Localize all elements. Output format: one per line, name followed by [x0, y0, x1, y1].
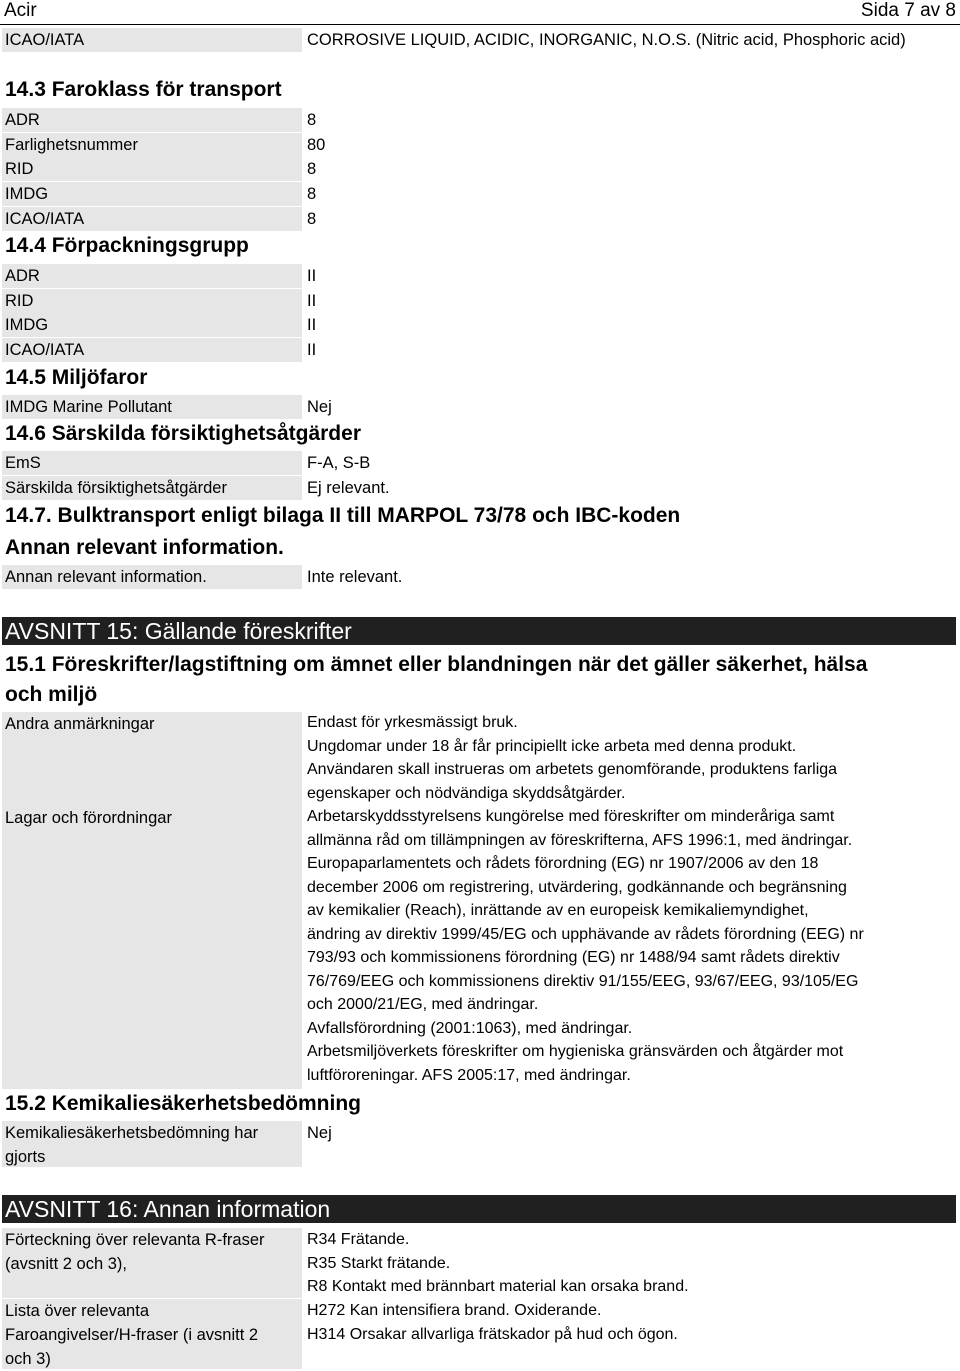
section-14-6-heading: 14.6 Särskilda försiktighetsåtgärder [5, 422, 361, 445]
lagar-text [307, 805, 937, 1087]
text-line: H272 Kan intensifiera brand. Oxiderande. [307, 1302, 602, 1319]
icao-label: ICAO/IATA [2, 28, 302, 52]
text-line: Användaren skall instrueras om arbetets genomförande, produktens farliga [307, 761, 838, 778]
text-line: egenskaper och nödvändiga skyddsåtgärder. [307, 784, 626, 802]
text-line: av kemikalier (Reach), inrättande av en europeisk kemikaliemyndighet, [307, 902, 809, 919]
row-label: RID [2, 157, 302, 181]
section-14-3-heading: 14.3 Faroklass för transport [5, 78, 282, 101]
icao-value: CORROSIVE LIQUID, ACIDIC, INORGANIC, N.O.S. (Nitric acid, Phosphoric acid) [307, 31, 906, 49]
label-line: och 3) [5, 1350, 51, 1368]
section-15-band: AVSNITT 15: Gällande föreskrifter [2, 617, 956, 645]
label-line: (avsnitt 2 och 3), [5, 1255, 127, 1273]
row-label: Annan relevant information. [2, 565, 302, 589]
text-line: H314 Orsakar allvarliga frätskador på hud och ögon. [307, 1325, 678, 1343]
text-line: Arbetsmiljöverkets föreskrifter om hygieniska gränsvärden och åtgärder mot [307, 1043, 844, 1060]
text-line: luftföroreningar. AFS 2005:17, med ändringar. [307, 1066, 631, 1084]
section-16-band: AVSNITT 16: Annan information [2, 1195, 956, 1223]
row-label: RID [2, 289, 302, 313]
lagar-label: Lagar och förordningar [2, 806, 302, 1089]
label-line: Faroangivelser/H-fraser (i avsnitt 2 [5, 1326, 259, 1344]
section-14-7-heading: 14.7. Bulktransport enligt bilaga II till MARPOL 73/78 och IBC-koden [5, 504, 681, 527]
label-line: Lista över relevanta [5, 1302, 149, 1320]
h-phrases-text [307, 1299, 937, 1346]
header-divider [0, 24, 960, 25]
row-value: 80 [307, 136, 326, 154]
section-14-7-subheading: Annan relevant information. [5, 536, 284, 559]
row-value: II [307, 292, 317, 310]
row-value: Nej [307, 398, 332, 416]
row-label: Särskilda försiktighetsåtgärder [2, 476, 302, 500]
section-15-1-heading: 15.1 Föreskrifter/lagstiftning om ämnet eller blandningen när det gäller säkerhet, hälsa och miljö [5, 653, 868, 706]
andra-label: Andra anmärkningar [2, 712, 302, 806]
section-15-2-heading: 15.2 Kemikaliesäkerhetsbedömning [5, 1092, 361, 1115]
row-value: 8 [307, 210, 317, 228]
kem-value: Nej [307, 1124, 332, 1142]
r-phrases-label [2, 1228, 302, 1298]
row-label: EmS [2, 451, 302, 475]
text-line: allmänna råd om tillämpningen av föreskrifterna, AFS 1996:1, med ändringar. [307, 831, 853, 849]
label-line: Förteckning över relevanta R-fraser [5, 1231, 265, 1249]
row-label: ADR [2, 264, 302, 288]
text-line: 76/769/EEG och kommissionens direktiv 91/155/EEG, 93/67/EEG, 93/105/EG [307, 972, 859, 990]
row-value: Inte relevant. [307, 568, 403, 586]
h-phrases-label [2, 1299, 302, 1369]
row-value: 8 [307, 160, 317, 178]
row-label: IMDG Marine Pollutant [2, 395, 302, 419]
page-number: Sida 7 av 8 [860, 0, 956, 21]
row-label: IMDG [2, 313, 302, 337]
text-line: Europaparlamentets och rådets förordning (EG) nr 1907/2006 av den 18 [307, 855, 819, 872]
kem-label [2, 1121, 302, 1167]
text-line: Arbetarskyddsstyrelsens kungörelse med föreskrifter om minderåriga samt [307, 808, 835, 825]
row-value: 8 [307, 111, 317, 129]
section-14-4-heading: 14.4 Förpackningsgrupp [5, 234, 249, 257]
text-line: R8 Kontakt med brännbart material kan orsaka brand. [307, 1278, 689, 1295]
andra-text [307, 711, 937, 805]
section-14-5-heading: 14.5 Miljöfaror [5, 366, 148, 389]
text-line: Endast för yrkesmässigt bruk. [307, 714, 518, 731]
row-value: 8 [307, 185, 317, 203]
text-line: Ungdomar under 18 år får principiellt icke arbeta med denna produkt. [307, 737, 797, 755]
text-line: Avfallsförordning (2001:1063), med ändringar. [307, 1019, 633, 1037]
text-line: R35 Starkt frätande. [307, 1254, 451, 1272]
text-line: och 2000/21/EG, med ändringar. [307, 996, 539, 1013]
text-line: ändring av direktiv 1999/45/EG och upphävande av rådets förordning (EEG) nr [307, 925, 864, 943]
row-value: II [307, 341, 317, 359]
r-phrases-text [307, 1228, 937, 1299]
page-header-left: Acir [4, 0, 37, 21]
row-label: ADR [2, 108, 302, 132]
row-value: II [307, 316, 317, 334]
row-label: Farlighetsnummer [2, 133, 302, 157]
row-value: II [307, 267, 317, 285]
label-line: Kemikaliesäkerhetsbedömning har [5, 1124, 259, 1142]
label-line: gjorts [5, 1148, 46, 1166]
row-label: ICAO/IATA [2, 338, 302, 362]
text-line: R34 Frätande. [307, 1231, 410, 1248]
row-value: Ej relevant. [307, 479, 390, 497]
text-line: 793/93 och kommissionens förordning (EG) nr 1488/94 samt rådets direktiv [307, 949, 840, 966]
row-label: IMDG [2, 182, 302, 206]
row-label: ICAO/IATA [2, 207, 302, 231]
row-value: F-A, S-B [307, 454, 371, 472]
text-line: december 2006 om registrering, utvärdering, godkännande och begränsning [307, 878, 847, 896]
